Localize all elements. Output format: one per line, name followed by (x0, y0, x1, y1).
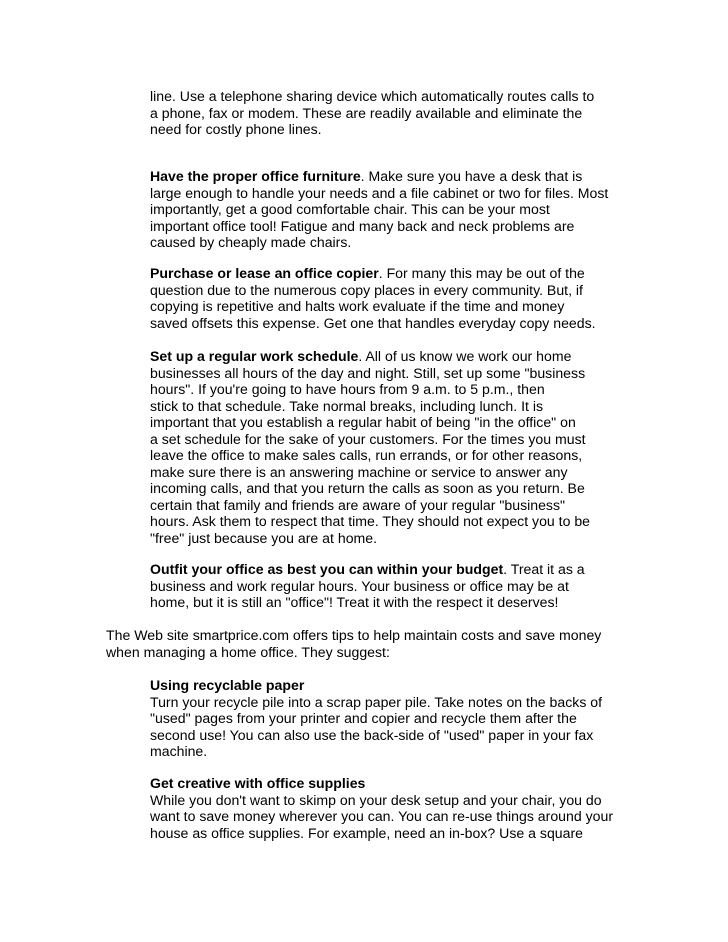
text-line: second use! You can also use the back-side of "used" paper in your fax (150, 726, 594, 743)
tip-heading: Using recyclable paper (150, 677, 305, 693)
text-line (150, 348, 590, 365)
paragraph-heading: Have the proper office furniture (150, 168, 361, 184)
text-line: businesses all hours of the day and night. Still, set up some "business (150, 364, 586, 381)
text-line: need for costly phone lines. (150, 121, 322, 137)
text-run: . All of us know we work our home (358, 348, 572, 364)
paragraph-heading: Purchase or lease an office copier (150, 265, 379, 281)
text-line (150, 561, 585, 578)
text-line: stick to that schedule. Take normal breaks, including lunch. It is (150, 397, 544, 414)
tip-recyclable-paper (150, 677, 602, 760)
text-line: The Web site smartprice.com offers tips to help maintain costs and save money (106, 627, 602, 643)
text-line: caused by cheaply made chairs. (150, 234, 352, 250)
text-run: . Make sure you have a desk that is (360, 168, 583, 184)
paragraph-heading: Outfit your office as best you can within your budget (150, 561, 504, 577)
text-line: leave the office to make sales calls, run errands, or for other reasons, (150, 447, 583, 463)
text-line: While you don't want to skimp on your desk setup and your chair, you do (150, 791, 602, 808)
text-line: a phone, fax or modem. These are readily available and eliminate the (150, 104, 583, 121)
paragraph-smartprice-intro (106, 627, 601, 660)
text-line: important that you establish a regular habit of being "in the office" on (150, 414, 576, 430)
text-line: home, but it is still an "office"! Treat it with the respect it deserves! (150, 594, 559, 610)
text-line: Turn your recycle pile into a scrap paper pile. Take notes on the backs of (150, 693, 603, 710)
tip-heading: Get creative with office supplies (150, 775, 366, 791)
paragraph-outfit-office (150, 561, 585, 611)
text-line: hours". If you're going to have hours from 9 a.m. to 5 p.m., then (150, 381, 545, 397)
text-line: question due to the numerous copy places in every community. But, if (150, 281, 583, 298)
text-line: "free" just because you are at home. (150, 529, 378, 546)
text-line: incoming calls, and that you return the calls as soon as you return. Be (150, 480, 585, 496)
text-line (150, 265, 596, 282)
text-line: business and work regular hours. Your business or office may be at (150, 577, 569, 594)
text-line: important office tool! Fatigue and many back and neck problems are (150, 217, 575, 234)
paragraph-phone-line (150, 88, 594, 138)
text-line: large enough to handle your needs and a file cabinet or two for files. Most (150, 184, 609, 201)
text-line: want to save money wherever you can. You can re-use things around your (150, 808, 614, 824)
text-line: saved offsets this expense. Get one that handles everyday copy needs. (150, 314, 596, 331)
paragraph-work-schedule (150, 348, 590, 546)
text-line (150, 168, 608, 185)
text-line: "used" pages from your printer and copier and recycle them after the (150, 710, 577, 726)
paragraph-office-furniture (150, 168, 608, 251)
text-run: . Treat it as a (503, 561, 585, 577)
text-line: importantly, get a good comfortable chair. This can be your most (150, 201, 550, 217)
text-line: machine. (150, 743, 208, 759)
text-line: copying is repetitive and halts work evaluate if the time and money (150, 298, 565, 314)
text-run: . For many this may be out of the (378, 265, 585, 281)
tip-office-supplies (150, 775, 613, 841)
text-line: make sure there is an answering machine or service to answer any (150, 463, 568, 480)
paragraph-office-copier (150, 265, 596, 331)
text-line: hours. Ask them to respect that time. They should not expect you to be (150, 513, 591, 529)
text-line: line. Use a telephone sharing device which automatically routes calls to (150, 88, 595, 104)
text-line: house as office supplies. For example, need an in-box? Use a square (150, 824, 583, 841)
text-line: when managing a home office. They suggest: (106, 643, 390, 660)
text-line: certain that family and friends are aware of your regular "business" (150, 496, 566, 513)
text-line: a set schedule for the sake of your customers. For the times you must (150, 430, 586, 447)
paragraph-heading: Set up a regular work schedule (150, 348, 359, 364)
